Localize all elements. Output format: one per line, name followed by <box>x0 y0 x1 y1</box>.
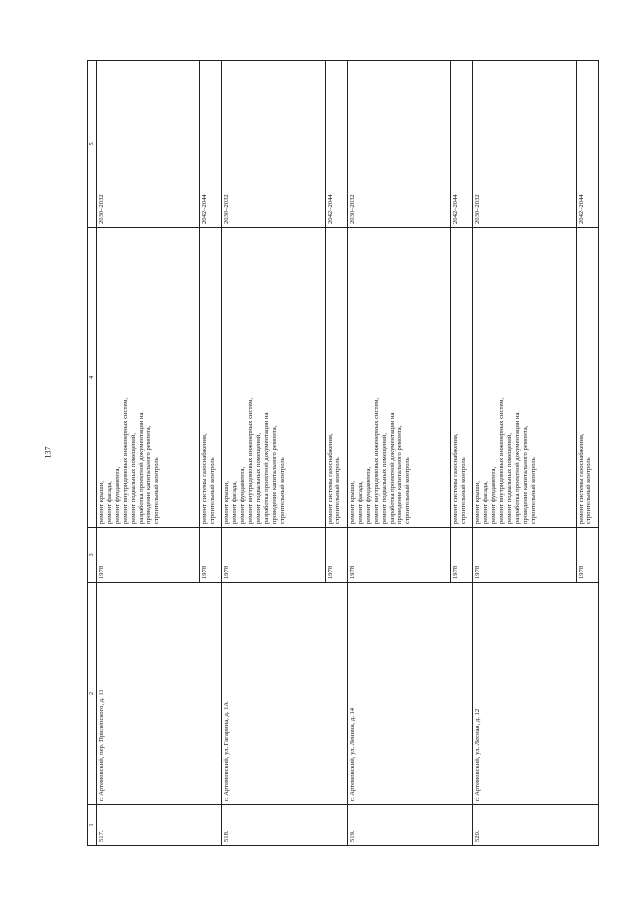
header-col-2: 2 <box>88 583 97 805</box>
work-item: ремонт внутридомовых инженерных систем, <box>372 397 380 524</box>
works-cell <box>473 228 576 528</box>
year-cell: 1978 <box>473 528 576 583</box>
row-number-cell: 519. <box>347 805 472 846</box>
work-item: разработка проектной документации на <box>137 412 145 524</box>
work-item: строительный контроль <box>585 457 593 524</box>
works-cell <box>97 228 200 528</box>
works-cell <box>200 228 222 528</box>
work-item: ремонт подвальных помещений, <box>506 433 514 524</box>
header-col-4: 4 <box>88 228 97 528</box>
work-item: ремонт крыши, <box>98 481 105 524</box>
work-item: разработка проектной документации на <box>263 412 271 524</box>
work-item: проведение капитального ремонта, <box>145 425 153 524</box>
work-item: ремонт фасада, <box>105 481 113 524</box>
works-cell <box>347 228 450 528</box>
work-item: проведение капитального ремонта, <box>521 425 529 524</box>
year-cell: 1978 <box>347 528 450 583</box>
year-cell: 1978 <box>576 528 598 583</box>
works-cell <box>451 228 473 528</box>
table-row <box>473 61 576 846</box>
work-item: ремонт системы газоснабжения, <box>577 433 585 524</box>
table-row <box>97 61 200 846</box>
work-item: строительный контроль <box>208 457 216 524</box>
year-cell: 1978 <box>200 528 222 583</box>
period-cell: 2030–2032 <box>97 61 200 228</box>
page-number: 137 <box>43 446 53 459</box>
address-cell: г. Артемовский, ул. Гагарина, д. 1А <box>222 583 347 805</box>
work-item: разработка проектной документации на <box>388 412 396 524</box>
works-cell <box>222 228 325 528</box>
work-item: ремонт внутридомовых инженерных систем, <box>247 397 255 524</box>
work-item: ремонт подвальных помещений, <box>380 433 388 524</box>
period-cell: 2030–2032 <box>473 61 576 228</box>
table-row <box>347 61 450 846</box>
work-item: ремонт системы газоснабжения, <box>452 433 460 524</box>
work-item: строительный контроль <box>529 457 537 524</box>
works-cell <box>325 228 347 528</box>
work-item: проведение капитального ремонта, <box>396 425 404 524</box>
work-item: строительный контроль <box>404 457 412 524</box>
row-number-cell: 520. <box>473 805 599 846</box>
period-cell: 2042–2044 <box>576 61 598 228</box>
year-cell: 1978 <box>97 528 200 583</box>
work-item: ремонт фундамента, <box>364 466 372 524</box>
address-cell: г. Артемовский, ул. Ленина, д. 14 <box>347 583 472 805</box>
period-cell: 2030–2032 <box>347 61 450 228</box>
header-col-3: 3 <box>88 528 97 583</box>
period-cell: 2042–2044 <box>451 61 473 228</box>
row-number-cell: 518. <box>222 805 347 846</box>
address-cell: г. Артемовский, пер. Прилепского, д. 11 <box>97 583 222 805</box>
work-item: ремонт внутридомовых инженерных систем, <box>498 397 506 524</box>
table-body <box>97 61 599 846</box>
year-cell: 1978 <box>222 528 325 583</box>
header-col-5: 5 <box>88 61 97 228</box>
work-item: ремонт фасада, <box>356 481 364 524</box>
header-col-1: 1 <box>88 805 97 846</box>
year-cell: 1978 <box>451 528 473 583</box>
period-cell: 2042–2044 <box>325 61 347 228</box>
work-item: ремонт фундамента, <box>113 466 121 524</box>
address-cell: г. Артемовский, ул. Лесная, д. 12 <box>473 583 599 805</box>
work-item: проведение капитального ремонта, <box>270 425 278 524</box>
work-item: ремонт фасада, <box>482 481 490 524</box>
period-cell: 2030–2032 <box>222 61 325 228</box>
work-item: строительный контроль <box>278 457 286 524</box>
work-item: ремонт системы газоснабжения, <box>326 433 334 524</box>
period-cell: 2042–2044 <box>200 61 222 228</box>
rotated-table-container <box>87 86 599 846</box>
works-cell <box>576 228 598 528</box>
work-item: строительный контроль <box>459 457 467 524</box>
year-cell: 1978 <box>325 528 347 583</box>
work-item: ремонт фундамента, <box>490 466 498 524</box>
work-item: ремонт крыши, <box>348 481 356 524</box>
work-item: строительный контроль <box>334 457 342 524</box>
work-item: ремонт фундамента, <box>239 466 247 524</box>
work-item: строительный контроль <box>153 457 161 524</box>
capital-repair-table <box>87 60 599 846</box>
work-item: разработка проектной документации на <box>513 412 521 524</box>
work-item: ремонт внутридомовых инженерных систем, <box>121 397 129 524</box>
work-item: ремонт крыши, <box>223 481 231 524</box>
work-item: ремонт системы газоснабжения, <box>201 433 209 524</box>
table-row <box>222 61 325 846</box>
work-item: ремонт подвальных помещений, <box>255 433 263 524</box>
work-item: ремонт крыши, <box>474 481 482 524</box>
work-item: ремонт подвальных помещений, <box>129 433 137 524</box>
header-row <box>88 61 97 846</box>
work-item: ремонт фасада, <box>231 481 239 524</box>
row-number-cell: 517. <box>97 805 222 846</box>
